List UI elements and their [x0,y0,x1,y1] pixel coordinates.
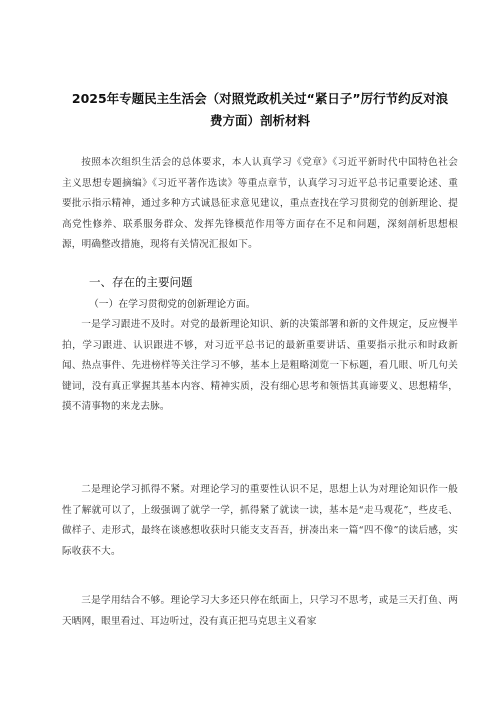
body-paragraph-2: 二是理论学习抓得不紧。对理论学习的重要性认识不足，思想上认为对理论知识作一般性了解就可以了，上级强调了就学一学，抓得紧了就读一读，基本是“走马观花”，些皮毛、做样子、走形式，最终在谈感想收获时只能支支吾吾，拼凑出来一篇“四不像”的读后感，实际收获不大。 [62,484,458,557]
body-paragraph-1: 一是学习跟进不及时。对党的最新理论知识、新的决策部署和新的文件规定，反应慢半拍，学习跟进、认识跟进不够，对习近平总书记的最新重要讲话、重要指示批示和时政新闻、热点事件、先进榜样等关注学习不够，基本上是粗略浏览一下标题，看几眼、听几句关键词，没有真正掌握其基本内容、精神实质，没有细心思考和领悟其真谛要义、思想精华，摸不清事物的来龙去脉。 [62,319,458,413]
section-heading: 一、存在的主要问题 [89,275,193,289]
intro-paragraph: 按照本次组织生活会的总体要求，本人认真学习《党章》《习近平新时代中国特色社会主义思想专题摘编》《习近平著作选读》等重点章节，认真学习习近平总书记重要论述、重要批示指示精神，通过多种方式诚恳征求意见建议，重点查找在学习贯彻党的创新理论、提高党性修养、联系服务群众、发挥先锋模范作用等方面存在不足和问题，深刻剖析思想根源，明确整改措施，现将有关情况汇报如下。 [62,157,458,251]
subsection-heading: （一）在学习贯彻党的创新理论方面。 [89,299,256,310]
body-paragraph-3: 三是学用结合不够。理论学习大多还只停在纸面上，只学习不思考，或是三天打鱼、两天晒网，眼里看过、耳边听过，没有真正把马克思主义看家 [62,595,458,627]
document-title: 2025年专题民主生活会（对照党政机关过“紧日子”厉行节约反对浪费方面）剖析材料 [71,91,449,128]
